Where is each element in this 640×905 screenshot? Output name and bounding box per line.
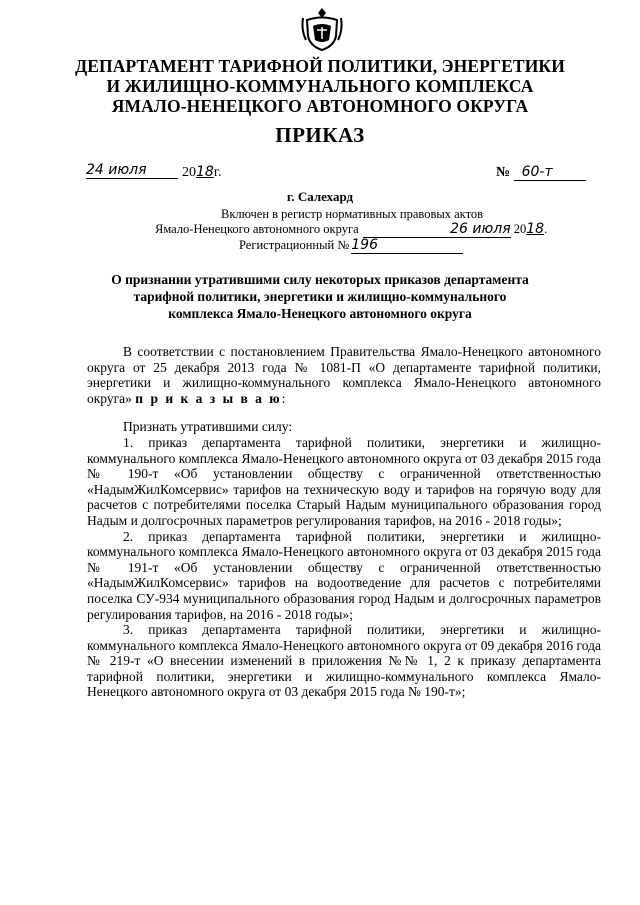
- department-line: И ЖИЛИЩНО-КОММУНАЛЬНОГО КОМПЛЕКСА: [106, 76, 534, 96]
- list-item: 3. приказ департамента тарифной политики, энергетики и жилищно-коммунального комплекса Ямало-Ненецкого автономного округа от 09 декабря 2016 года № 219-т «О внесении изменений в приложения №№ 1, 2 к приказу департамента тарифной политики, энергетики и жилищно-коммунального комплекса Ямало-Ненецкого автономного округа от 03 декабря 2015 года № 190-т»;: [87, 622, 601, 700]
- list-item: 2. приказ департамента тарифной политики, энергетики и жилищно-коммунального комплекса Ямало-Ненецкого автономного округа от 03 декабря 2015 года № 191-т «Об установлении обществу с ограниченной ответственностью «НадымЖилКомсервис» тарифов на водоотведение для расчетов с потребителями поселка СУ-934 муниципального образования город Надым и долгосрочных параметров регулирования тарифов, на 2016 - 2018 годы»;: [87, 528, 601, 622]
- registration-line-3: [155, 238, 547, 254]
- city: г. Салехард: [286, 189, 354, 204]
- order-date-day: 24 июля: [86, 162, 178, 179]
- number-label: №: [496, 165, 511, 180]
- coat-of-arms-icon: [299, 6, 345, 52]
- order-number: [496, 164, 586, 181]
- intro-text: В соответствии с постановлением Правительства Ямало-Ненецкого автономного округа от 25 декабря 2013 года № 1081-П «О департаменте тарифной политики, энергетики и жилищно-коммунального комплекса Ямало-Ненецкого автономного округа»: [87, 344, 601, 406]
- intro-end: :: [281, 390, 286, 406]
- registration-year-prefix: 20: [513, 222, 527, 236]
- declare-paragraph: Признать утратившими силу:: [123, 419, 293, 435]
- registration-number-label: Регистрационный №: [239, 238, 350, 252]
- registration-year: 18: [526, 221, 545, 237]
- registration-line-1: Включен в регистр нормативных правовых актов: [221, 207, 484, 221]
- department-line: ДЕПАРТАМЕНТ ТАРИФНОЙ ПОЛИТИКИ, ЭНЕРГЕТИКИ: [75, 56, 565, 76]
- number-value: 60-т: [514, 164, 586, 181]
- year-prefix: 20: [182, 165, 196, 180]
- department-name: [40, 56, 600, 116]
- department-line: ЯМАЛО-НЕНЕЦКОГО АВТОНОМНОГО ОКРУГА: [111, 96, 529, 116]
- intro-paragraph: [87, 344, 601, 406]
- document-type: ПРИКАЗ: [275, 123, 365, 147]
- registration-block: [155, 207, 547, 254]
- order-date-year: [182, 164, 222, 181]
- registration-line-2: Ямало-Ненецкого автономного округа 26 июля 2018.: [155, 221, 548, 237]
- registration-date: 26 июля: [363, 222, 511, 238]
- year-handwritten: 18: [196, 164, 214, 180]
- year-suffix: г.: [213, 165, 222, 180]
- order-body: [87, 344, 601, 700]
- list-item: 1. приказ департамента тарифной политики, энергетики и жилищно-коммунального комплекса Ямало-Ненецкого автономного округа от 03 декабря 2015 года № 190-т «Об установлении обществу с ограниченной ответственностью «НадымЖилКомсервис» тарифов на техническую воду и тарифов на горячую воду для расчетов с потребителями поселка Старый Надым муниципального образования город Надым и долгосрочных параметров регулирования тарифов, на 2016 - 2018 годы»;: [87, 434, 601, 528]
- intro-action: п р и к а з ы в а ю: [135, 390, 282, 406]
- registration-region: Ямало-Ненецкого автономного округа: [155, 222, 359, 236]
- order-subject: О признании утратившими силу некоторых приказов департамента тарифной политики, энергетики и жилищно-коммунального комплекса Ямало-Ненецкого автономного округа: [111, 272, 529, 321]
- registration-number: 196: [351, 238, 463, 254]
